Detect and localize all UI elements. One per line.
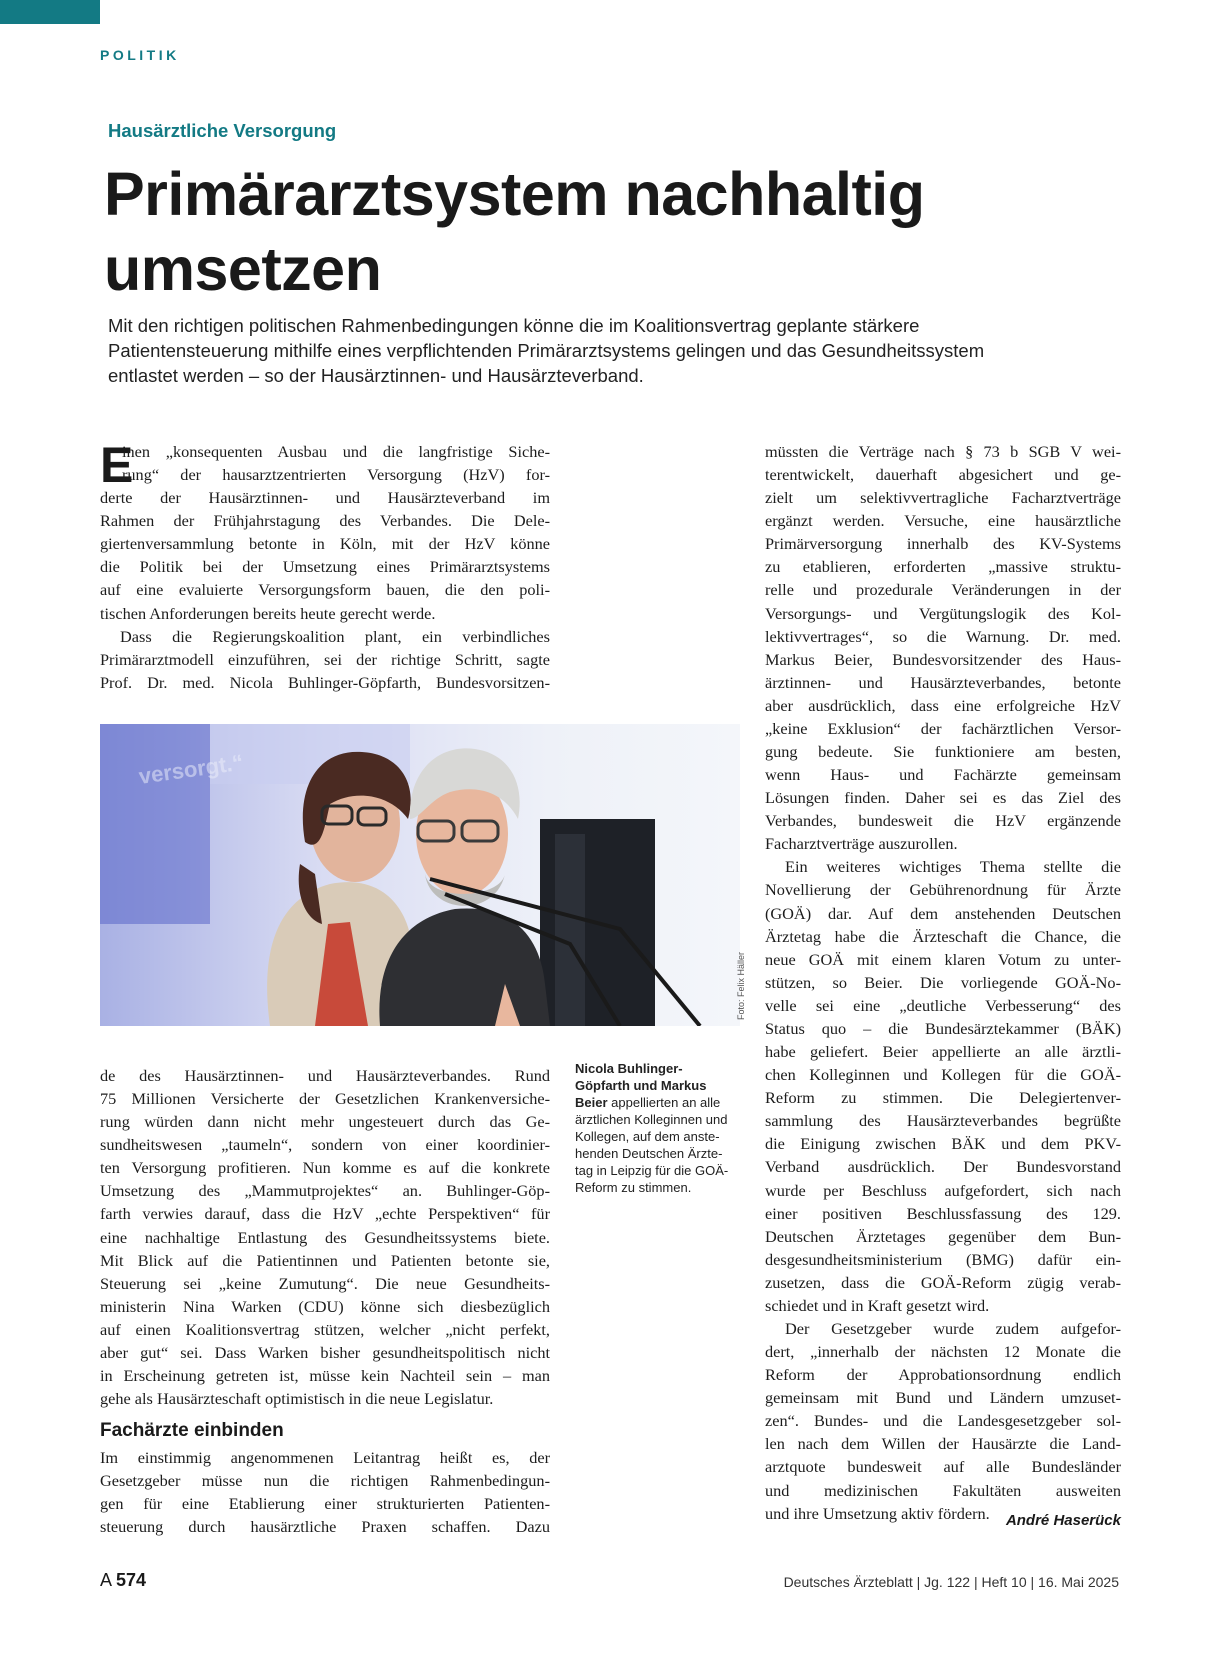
body-line: stützen, so Beier. Die vorliegende GOÄ-No-: [765, 972, 1121, 992]
body-line: ärztinnen- und Hausärzteverbandes, betonte: [765, 672, 1121, 692]
body-line: zu etablieren, erforderten „massive struktu-: [765, 557, 1121, 577]
body-line: und medizinischen Fakultäten ausweiten: [765, 1480, 1121, 1500]
caption-line: tag in Leipzig für die GOÄ-: [575, 1163, 729, 1178]
article-photo: [100, 724, 740, 1026]
body-line: Primärarztmodell einzuführen, sei der richtige Schritt, sagte: [100, 649, 550, 669]
body-line: auf eine evaluierte Versorgungsform bauen, die den poli-: [100, 580, 550, 600]
body-line: schiedet und in Kraft gesetzt wird.: [765, 1295, 990, 1315]
body-line: gehe als Hausärzteschaft optimistisch in die neue Legislatur.: [100, 1389, 494, 1409]
body-line: Primärversorgung innerhalb des KV-Systems: [765, 534, 1121, 554]
body-line: Dass die Regierungskoalition plant, ein verbindliches: [120, 626, 550, 646]
caption-line: Reform zu stimmen.: [575, 1180, 692, 1195]
body-line: terentwickelt, dauerhaft abgesichert und ge-: [765, 465, 1121, 485]
journal-info: Deutsches Ärzteblatt | Jg. 122 | Heft 10 | 16. Mai 2025: [783, 1574, 1119, 1590]
standfirst-line: Mit den richtigen politischen Rahmenbedingungen könne die im Koalitionsvertrag geplante stärkere: [108, 315, 920, 336]
caption-bold: Beier: [575, 1095, 608, 1110]
body-line: rung würden dann nicht mehr ungesteuert durch das Ge-: [100, 1112, 550, 1132]
body-line: ten Versorgung profitieren. Nun komme es auf die konkrete: [100, 1158, 550, 1178]
body-line: und ihre Umsetzung aktiv fördern.: [765, 1503, 990, 1523]
body-column-left-bottom: [100, 1064, 550, 1410]
body-line: sammlung des Hausärzteverbandes begrüßte: [765, 1111, 1121, 1131]
caption-line: ärztlichen Kolleginnen und: [575, 1112, 728, 1127]
body-line: zusetzen, dass die GOÄ-Reform zügig verab-: [765, 1272, 1121, 1292]
section-accent-bar: [0, 0, 100, 24]
standfirst-line: entlastet werden – so der Hausärztinnen- und Hausärzteverband.: [108, 365, 644, 386]
body-line: die Einigung zwischen BÄK und dem PKV-: [765, 1134, 1121, 1154]
body-line: gemeinsam mit Bund und Ländern umzuset-: [765, 1388, 1121, 1408]
article-standfirst: [108, 313, 1068, 388]
body-line: Steuerung sei „keine Zumutung“. Die neue Gesundheits-: [100, 1273, 550, 1293]
body-column-right: [765, 440, 1121, 1525]
body-line: Reform der Approbationsordnung endlich: [765, 1365, 1121, 1385]
caption-line: henden Deutschen Ärzte-: [575, 1146, 723, 1161]
body-column-left-end: [100, 1446, 550, 1538]
svg-text:versorgt.“: versorgt.“: [137, 749, 245, 789]
body-line: lektivvertrages“, so die Warnung. Dr. med.: [765, 626, 1121, 646]
body-line: arztquote bundesweit auf alle Bundesländer: [765, 1457, 1121, 1477]
body-line: tischen Anforderungen bereits heute gerecht werde.: [100, 603, 436, 623]
body-line: Versorgungs- und Vergütungslogik des Kol-: [765, 603, 1121, 623]
body-line: derte der Hausärztinnen- und Hausärzteverband im: [100, 488, 550, 508]
body-line: ergänzt werden. Versuche, eine hausärztliche: [765, 511, 1121, 531]
page-number-value: 574: [116, 1570, 147, 1590]
article-author: André Haserück: [1005, 1512, 1121, 1529]
photo-credit: Foto: Felix Häller: [736, 951, 746, 1020]
body-line: Facharztverträge auszurollen.: [765, 834, 958, 854]
body-line: rung“ der hausarztzentrierten Versorgung (HzV) for-: [122, 465, 550, 485]
body-line: chen Kolleginnen und Kollegen für die GOÄ-: [765, 1065, 1121, 1085]
body-column-left-top: [100, 437, 550, 694]
body-line: dert, „innerhalb der nächsten 12 Monate die: [765, 1342, 1121, 1362]
body-line: Reform zu stimmen. Die Delegiertenver-: [765, 1088, 1121, 1108]
body-line: zen“. Bundes- und die Landesgesetzgeber sol-: [765, 1411, 1121, 1431]
body-line: wenn Haus- und Fachärzte gemeinsam: [765, 765, 1121, 785]
body-line: Im einstimmig angenommenen Leitantrag heißt es, der: [100, 1448, 550, 1467]
body-line: de des Hausärztinnen- und Hausärzteverbandes. Rund: [100, 1066, 550, 1085]
body-line: habe geliefert. Beier appellierte an alle ärztli-: [765, 1042, 1121, 1062]
body-line: Umsetzung des „Mammutprojektes“ an. Buhlinger-Göp-: [100, 1181, 550, 1201]
photo-caption: [575, 1060, 745, 1196]
body-line: farth verwies darauf, dass die HzV „echte Perspektiven“ für: [100, 1204, 550, 1224]
body-line: Rahmen der Frühjahrstagung des Verbandes. Die Dele-: [100, 511, 550, 531]
body-line: relle und prozedurale Veränderungen in der: [765, 580, 1121, 600]
article-subhead: Fachärzte einbinden: [100, 1420, 284, 1441]
standfirst-line: Patientensteuerung mithilfe eines verpflichtenden Primärarztsystems gelingen und das Gesundheitssystem: [108, 340, 985, 361]
body-line: „keine Exklusion“ der fachärztlichen Versor-: [765, 718, 1121, 738]
headline-line: Primärarztsystem nachhaltig: [104, 160, 925, 228]
article-kicker: Hausärztliche Versorgung: [108, 120, 337, 141]
body-line: Status quo – die Bundesärztekammer (BÄK): [765, 1018, 1121, 1038]
page-number: [100, 1570, 146, 1591]
body-line: len nach dem Willen der Hausärzte die Land-: [765, 1434, 1121, 1454]
body-line: Mit Blick auf die Patientinnen und Patienten betonte sie,: [100, 1250, 550, 1270]
body-line: Verband ausdrücklich. Der Bundesvorstand: [765, 1157, 1121, 1177]
body-line: (GOÄ) dar. Auf dem anstehenden Deutschen: [765, 903, 1121, 923]
body-line: auf einen Koalitionsvertrag stützen, welcher „nicht perfekt,: [100, 1319, 550, 1339]
section-label: POLITIK: [100, 47, 180, 63]
body-line: wurde per Beschluss aufgefordert, sich nach: [765, 1180, 1121, 1200]
body-line: velle sei eine „deutliche Verbesserung“ des: [765, 995, 1121, 1015]
body-line: Gesetzgeber müsse nun die richtigen Rahmenbedingun-: [100, 1471, 550, 1491]
page-prefix: A: [100, 1570, 112, 1590]
body-line: zielt um selektivvertragliche Facharztverträge: [765, 488, 1121, 508]
body-line: inen „konsequenten Ausbau und die langfristige Siche-: [122, 442, 550, 461]
body-line: Lösungen finden. Daher sei es das Ziel des: [765, 788, 1121, 808]
body-line: steuerung durch hausärztliche Praxen schaffen. Dazu: [100, 1517, 550, 1537]
body-line: aber gut“ sei. Dass Warken bisher gesundheitspolitisch nicht: [100, 1342, 550, 1362]
body-line: aber ausdrücklich, dass eine erfolgreiche HzV: [765, 695, 1121, 715]
body-line: Ärztetag habe die Ärzteschaft die Chance, die: [765, 926, 1121, 946]
caption-line: Kollegen, auf dem anste-: [575, 1129, 720, 1144]
body-line: müssten die Verträge nach § 73 b SGB V wei-: [765, 442, 1121, 461]
caption-bold: Nicola Buhlinger-: [575, 1061, 683, 1076]
article-headline: [104, 157, 1004, 307]
body-line: eine nachhaltige Entlastung des Gesundheitssystems biete.: [100, 1227, 550, 1247]
body-line: die Politik bei der Umsetzung eines Primärarztsystems: [100, 557, 550, 577]
body-line: ministerin Nina Warken (CDU) könne sich diesbezüglich: [100, 1296, 550, 1316]
body-line: Prof. Dr. med. Nicola Buhlinger-Göpfarth, Bundesvorsitzen-: [100, 672, 550, 692]
drop-cap: E: [100, 437, 134, 493]
body-line: Verbandes, bundesweit die HzV ergänzende: [765, 811, 1121, 831]
body-line: einer positiven Beschlussfassung des 129.: [765, 1203, 1121, 1223]
body-line: desgesundheitsministerium (BMG) dafür ein-: [765, 1249, 1121, 1269]
body-line: neue GOÄ mit einem klaren Votum zu unter-: [765, 949, 1121, 969]
body-line: giertenversammlung betonte in Köln, mit der HzV könne: [100, 534, 550, 554]
body-line: Markus Beier, Bundesvorsitzender des Haus-: [765, 649, 1121, 669]
body-line: Deutschen Ärztetages gegenüber dem Bun-: [765, 1226, 1121, 1246]
body-line: Der Gesetzgeber wurde zudem aufgefor-: [785, 1318, 1121, 1338]
headline-line: umsetzen: [104, 235, 382, 303]
body-line: 75 Millionen Versicherte der Gesetzlichen Krankenversiche-: [100, 1089, 550, 1109]
body-line: in Erscheinung getreten ist, müsse kein Nachteil sein – man: [100, 1366, 550, 1386]
body-line: Novellierung der Gebührenordnung für Ärzte: [765, 880, 1121, 900]
body-line: gen für eine Etablierung einer strukturierten Patienten-: [100, 1494, 550, 1514]
caption-text: appellierten an alle: [607, 1095, 721, 1110]
body-line: Ein weiteres wichtiges Thema stellte die: [785, 857, 1121, 877]
caption-bold: Göpfarth und Markus: [575, 1078, 707, 1093]
body-line: sundheitswesen „taumeln“, sondern von einer koordinier-: [100, 1135, 550, 1155]
body-line: gung bedeute. Sie funktioniere am besten,: [765, 742, 1121, 762]
